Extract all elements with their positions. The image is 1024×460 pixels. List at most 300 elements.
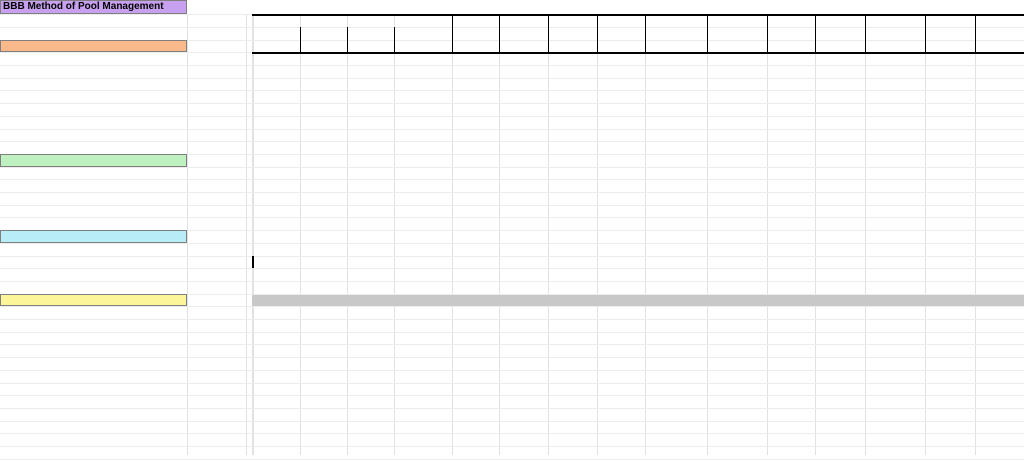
day-header-cell[interactable] (645, 27, 706, 40)
data-cell[interactable] (253, 433, 299, 446)
row-label[interactable] (0, 256, 187, 269)
header-column-separator (975, 27, 976, 52)
data-cell[interactable] (347, 52, 393, 65)
header-column-separator (597, 27, 598, 52)
tester-name-cell[interactable] (452, 14, 498, 27)
data-cell[interactable] (452, 268, 498, 281)
row-label[interactable] (0, 268, 187, 281)
gridline-horizontal (0, 446, 1024, 447)
data-cell[interactable] (815, 421, 864, 434)
data-cell[interactable] (597, 306, 644, 319)
gridline-vertical (253, 14, 254, 455)
data-cell[interactable] (645, 90, 706, 103)
data-cell[interactable] (707, 78, 766, 91)
data-cell[interactable] (815, 103, 864, 116)
data-cell[interactable] (394, 116, 451, 129)
row-label[interactable] (0, 243, 187, 256)
data-cell[interactable] (767, 78, 814, 91)
row-label[interactable] (0, 433, 187, 446)
header-column-separator (645, 27, 646, 52)
header-column-separator (394, 27, 395, 52)
data-cell[interactable] (707, 205, 766, 218)
row-sublabel[interactable] (187, 90, 247, 103)
data-cell[interactable] (815, 65, 864, 78)
data-cell[interactable] (394, 268, 451, 281)
data-cell[interactable] (452, 243, 498, 256)
data-cell[interactable] (975, 344, 1024, 357)
row-sublabel[interactable] (187, 65, 247, 78)
data-cell[interactable] (975, 256, 1024, 269)
date-header-cell[interactable] (347, 40, 393, 53)
data-cell[interactable] (597, 129, 644, 142)
data-cell[interactable] (767, 243, 814, 256)
data-cell[interactable] (707, 306, 766, 319)
data-cell[interactable] (300, 268, 346, 281)
data-cell[interactable] (597, 243, 644, 256)
header-column-separator (707, 14, 708, 27)
day-header-cell[interactable] (394, 27, 451, 40)
data-cell[interactable] (925, 78, 974, 91)
date-header-cell[interactable] (645, 40, 706, 53)
data-cell[interactable] (767, 256, 814, 269)
data-cell[interactable] (865, 129, 924, 142)
data-cell[interactable] (815, 344, 864, 357)
data-cell[interactable] (707, 116, 766, 129)
data-cell[interactable] (499, 192, 547, 205)
date-header-cell[interactable] (253, 40, 299, 53)
data-cell[interactable] (394, 243, 451, 256)
data-cell[interactable] (975, 78, 1024, 91)
header-column-separator (499, 27, 500, 52)
data-cell[interactable] (499, 243, 547, 256)
data-cell[interactable] (499, 78, 547, 91)
sheet-title-cell[interactable]: BBB Method of Pool Management (0, 0, 187, 14)
data-cell[interactable] (347, 243, 393, 256)
header-top-border (252, 14, 1024, 16)
row-label[interactable] (0, 141, 187, 154)
header-column-separator (925, 14, 926, 27)
data-cell[interactable] (925, 116, 974, 129)
data-cell[interactable] (925, 268, 974, 281)
data-cell[interactable] (548, 205, 596, 218)
header-column-separator (767, 14, 768, 27)
data-cell[interactable] (707, 65, 766, 78)
data-cell[interactable] (815, 268, 864, 281)
data-cell[interactable] (707, 90, 766, 103)
data-cell[interactable] (452, 116, 498, 129)
data-cell[interactable] (865, 357, 924, 370)
date-header-cell[interactable] (925, 40, 974, 53)
data-cell[interactable] (975, 268, 1024, 281)
data-cell[interactable] (975, 90, 1024, 103)
data-cell[interactable] (925, 52, 974, 65)
data-cell[interactable] (597, 52, 644, 65)
data-cell[interactable] (499, 90, 547, 103)
data-cell[interactable] (300, 433, 346, 446)
date-header-cell[interactable] (707, 40, 766, 53)
data-cell[interactable] (865, 256, 924, 269)
data-cell[interactable] (645, 268, 706, 281)
day-header-cell[interactable] (865, 27, 924, 40)
date-header-cell[interactable] (597, 40, 644, 53)
row-label[interactable] (0, 281, 187, 294)
data-cell[interactable] (645, 256, 706, 269)
data-cell[interactable] (597, 103, 644, 116)
tester-name-cell[interactable] (975, 14, 1024, 27)
header-column-separator (452, 27, 453, 52)
data-cell[interactable] (548, 433, 596, 446)
day-header-cell[interactable] (347, 27, 393, 40)
data-cell[interactable] (925, 433, 974, 446)
data-cell[interactable] (597, 256, 644, 269)
data-cell[interactable] (597, 167, 644, 180)
tester-name-cell[interactable] (925, 14, 974, 27)
data-cell[interactable] (347, 433, 393, 446)
data-cell[interactable] (548, 116, 596, 129)
data-cell[interactable] (394, 103, 451, 116)
data-cell[interactable] (452, 433, 498, 446)
data-cell[interactable] (597, 357, 644, 370)
data-cell[interactable] (925, 306, 974, 319)
data-cell[interactable] (394, 129, 451, 142)
data-cell[interactable] (707, 268, 766, 281)
data-cell[interactable] (975, 116, 1024, 129)
row-label[interactable] (0, 179, 187, 192)
data-cell[interactable] (925, 357, 974, 370)
data-cell[interactable] (841, 383, 948, 396)
data-cell[interactable] (925, 256, 974, 269)
data-cell[interactable] (925, 103, 974, 116)
tester-name-cell[interactable] (645, 14, 706, 27)
row-label[interactable] (0, 116, 187, 129)
section-chemical[interactable] (0, 154, 187, 167)
day-header-cell[interactable] (707, 27, 766, 40)
tester-name-cell[interactable] (253, 14, 451, 27)
data-cell[interactable] (815, 129, 864, 142)
data-cell[interactable] (597, 433, 644, 446)
data-cell[interactable] (645, 116, 706, 129)
row-label[interactable] (0, 167, 187, 180)
data-cell[interactable] (452, 52, 498, 65)
header-column-separator (548, 14, 549, 27)
data-cell[interactable] (300, 243, 346, 256)
data-cell[interactable] (548, 129, 596, 142)
data-cell[interactable] (347, 268, 393, 281)
data-cell[interactable] (645, 103, 706, 116)
data-cell[interactable] (925, 129, 974, 142)
data-cell[interactable] (707, 357, 766, 370)
data-cell[interactable] (707, 129, 766, 142)
day-header-cell[interactable] (253, 27, 299, 40)
data-cell[interactable] (865, 78, 924, 91)
data-cell[interactable] (452, 129, 498, 142)
header-column-separator (347, 27, 348, 52)
data-cell[interactable] (597, 205, 644, 218)
data-cell[interactable] (597, 65, 644, 78)
data-cell[interactable] (925, 90, 974, 103)
data-cell[interactable] (865, 65, 924, 78)
data-cell[interactable] (767, 192, 814, 205)
data-cell[interactable] (975, 129, 1024, 142)
date-header-cell[interactable] (300, 40, 346, 53)
row-label[interactable] (0, 383, 187, 396)
data-cell[interactable] (548, 395, 596, 408)
data-cell[interactable] (548, 167, 596, 180)
data-cell[interactable] (394, 370, 451, 383)
data-cell[interactable] (707, 433, 766, 446)
date-header-cell[interactable] (548, 40, 596, 53)
data-cell[interactable] (645, 433, 706, 446)
row-label[interactable] (0, 421, 187, 434)
data-cell[interactable] (253, 205, 299, 218)
data-cell[interactable] (300, 129, 346, 142)
data-cell[interactable] (452, 103, 498, 116)
data-cell[interactable] (767, 205, 814, 218)
data-cell[interactable] (767, 357, 814, 370)
tester-name-cell[interactable] (815, 14, 864, 27)
data-cell[interactable] (597, 78, 644, 91)
date-header-cell[interactable] (975, 40, 1024, 53)
date-header-cell[interactable] (865, 40, 924, 53)
data-cell[interactable] (300, 65, 346, 78)
data-cell[interactable] (865, 243, 924, 256)
date-header-cell[interactable] (394, 40, 451, 53)
data-cell[interactable] (253, 116, 299, 129)
row-label[interactable] (0, 52, 187, 65)
row-label[interactable] (0, 408, 187, 421)
data-cell[interactable] (975, 332, 1024, 345)
section-testing-results[interactable] (0, 40, 187, 53)
data-cell[interactable] (815, 52, 864, 65)
data-cell[interactable] (548, 52, 596, 65)
data-cell[interactable] (499, 167, 547, 180)
row-label[interactable] (0, 319, 187, 332)
data-cell[interactable] (767, 116, 814, 129)
header-column-separator (707, 27, 708, 52)
data-cell[interactable] (841, 179, 948, 192)
data-cell[interactable] (548, 256, 596, 269)
tester-name-cell[interactable] (499, 14, 547, 27)
day-header-cell[interactable] (815, 27, 864, 40)
data-cell[interactable] (975, 421, 1024, 434)
data-cell[interactable] (767, 52, 814, 65)
data-cell[interactable] (394, 433, 451, 446)
data-cell[interactable] (253, 243, 299, 256)
row-label[interactable] (0, 103, 187, 116)
data-cell[interactable] (865, 306, 924, 319)
data-cell[interactable] (300, 52, 346, 65)
data-cell[interactable] (975, 103, 1024, 116)
row-label[interactable] (0, 306, 187, 319)
data-cell[interactable] (347, 65, 393, 78)
data-cell[interactable] (865, 433, 924, 446)
date-header-cell[interactable] (452, 40, 498, 53)
data-cell[interactable] (767, 90, 814, 103)
data-cell[interactable] (707, 179, 766, 192)
day-header-cell[interactable] (925, 27, 974, 40)
data-cell[interactable] (767, 433, 814, 446)
row-label[interactable] (0, 65, 187, 78)
data-cell[interactable] (452, 65, 498, 78)
data-cell[interactable] (707, 319, 766, 332)
data-cell[interactable] (452, 256, 498, 269)
data-cell[interactable] (925, 243, 974, 256)
gridline-vertical (300, 14, 301, 455)
data-cell[interactable] (394, 52, 451, 65)
data-cell[interactable] (707, 243, 766, 256)
data-cell[interactable] (253, 65, 299, 78)
data-cell[interactable] (865, 52, 924, 65)
date-header-cell[interactable] (499, 40, 547, 53)
data-cell[interactable] (707, 103, 766, 116)
data-cell[interactable] (597, 408, 644, 421)
header-column-separator (300, 27, 301, 52)
data-cell[interactable] (499, 65, 547, 78)
data-cell[interactable] (548, 243, 596, 256)
data-cell[interactable] (707, 421, 766, 434)
data-cell[interactable] (767, 268, 814, 281)
header-column-separator (815, 14, 816, 27)
data-cell[interactable] (815, 78, 864, 91)
data-cell[interactable] (767, 306, 814, 319)
data-cell[interactable] (815, 357, 864, 370)
data-cell[interactable] (645, 65, 706, 78)
data-cell[interactable] (975, 65, 1024, 78)
data-cell[interactable] (683, 383, 790, 396)
data-cell[interactable] (499, 116, 547, 129)
data-cell[interactable] (707, 52, 766, 65)
row-label[interactable] (0, 192, 187, 205)
data-cell[interactable] (499, 129, 547, 142)
header-column-separator (645, 14, 646, 27)
data-cell[interactable] (975, 52, 1024, 65)
data-cell[interactable] (865, 103, 924, 116)
day-header-cell[interactable] (300, 27, 346, 40)
tester-name-cell[interactable] (548, 14, 596, 27)
day-header-cell[interactable] (452, 27, 498, 40)
data-cell[interactable] (767, 129, 814, 142)
data-cell[interactable] (767, 65, 814, 78)
data-cell[interactable] (975, 306, 1024, 319)
header-column-separator (767, 27, 768, 52)
row-label[interactable] (0, 395, 187, 408)
date-header-cell[interactable] (767, 40, 814, 53)
header-column-separator (865, 27, 866, 52)
data-cell[interactable] (499, 52, 547, 65)
tester-name-cell[interactable] (707, 14, 766, 27)
data-cell[interactable] (975, 357, 1024, 370)
data-cell[interactable] (597, 90, 644, 103)
gridline-vertical (394, 14, 395, 455)
data-cell[interactable] (645, 129, 706, 142)
data-cell[interactable] (253, 52, 299, 65)
data-cell[interactable] (865, 116, 924, 129)
data-cell[interactable] (645, 205, 706, 218)
day-header-cell[interactable] (499, 27, 547, 40)
date-header-cell[interactable] (815, 40, 864, 53)
data-cell[interactable] (452, 90, 498, 103)
header-column-separator (975, 14, 976, 27)
row-label[interactable] (0, 129, 187, 142)
data-cell[interactable] (452, 78, 498, 91)
row-label[interactable] (0, 217, 187, 230)
data-cell[interactable] (499, 256, 547, 269)
row-label[interactable] (0, 357, 187, 370)
data-cell[interactable] (253, 268, 299, 281)
tester-name-cell[interactable] (767, 14, 814, 27)
active-cell-indicator (252, 256, 254, 268)
header-column-separator (597, 14, 598, 27)
data-cell[interactable] (975, 433, 1024, 446)
data-cell[interactable] (597, 268, 644, 281)
header-column-separator (865, 14, 866, 27)
data-cell[interactable] (499, 433, 547, 446)
data-cell[interactable] (645, 78, 706, 91)
data-cell[interactable] (645, 243, 706, 256)
data-cell[interactable] (347, 129, 393, 142)
data-cell[interactable] (548, 78, 596, 91)
data-cell[interactable] (253, 129, 299, 142)
data-cell[interactable] (865, 167, 924, 180)
data-cell[interactable] (925, 65, 974, 78)
data-cell[interactable] (865, 90, 924, 103)
data-cell[interactable] (548, 65, 596, 78)
section-separator-band (252, 295, 1024, 307)
section-maintenance[interactable] (0, 294, 187, 307)
header-column-separator (815, 27, 816, 52)
data-cell[interactable] (815, 90, 864, 103)
data-cell[interactable] (548, 103, 596, 116)
header-column-separator (548, 27, 549, 52)
data-cell[interactable] (499, 205, 547, 218)
section-parameters[interactable] (0, 230, 187, 243)
data-cell[interactable] (707, 256, 766, 269)
data-cell[interactable] (767, 103, 814, 116)
day-header-cell[interactable] (548, 27, 596, 40)
data-cell[interactable] (645, 306, 706, 319)
data-cell[interactable] (499, 268, 547, 281)
note-cell[interactable] (817, 205, 927, 218)
tester-name-cell[interactable] (597, 14, 644, 27)
row-sublabel[interactable] (187, 78, 247, 91)
tester-name-cell[interactable] (865, 14, 924, 27)
data-cell[interactable] (707, 344, 766, 357)
row-label[interactable] (0, 370, 187, 383)
data-cell[interactable] (548, 90, 596, 103)
day-header-cell[interactable] (767, 27, 814, 40)
data-cell[interactable] (394, 65, 451, 78)
data-cell[interactable] (597, 319, 644, 332)
data-cell[interactable] (815, 256, 864, 269)
data-cell[interactable] (253, 103, 299, 116)
data-cell[interactable] (645, 52, 706, 65)
data-cell[interactable] (597, 116, 644, 129)
data-cell[interactable] (707, 332, 766, 345)
data-cell[interactable] (975, 243, 1024, 256)
row-label[interactable] (0, 332, 187, 345)
row-label[interactable] (0, 205, 187, 218)
row-label[interactable] (0, 344, 187, 357)
data-cell[interactable] (499, 103, 547, 116)
data-cell[interactable] (865, 268, 924, 281)
day-header-cell[interactable] (597, 27, 644, 40)
data-cell[interactable] (815, 433, 864, 446)
data-cell[interactable] (865, 192, 924, 205)
data-cell[interactable] (815, 243, 864, 256)
data-cell[interactable] (548, 268, 596, 281)
data-cell[interactable] (815, 116, 864, 129)
day-header-cell[interactable] (975, 27, 1024, 40)
